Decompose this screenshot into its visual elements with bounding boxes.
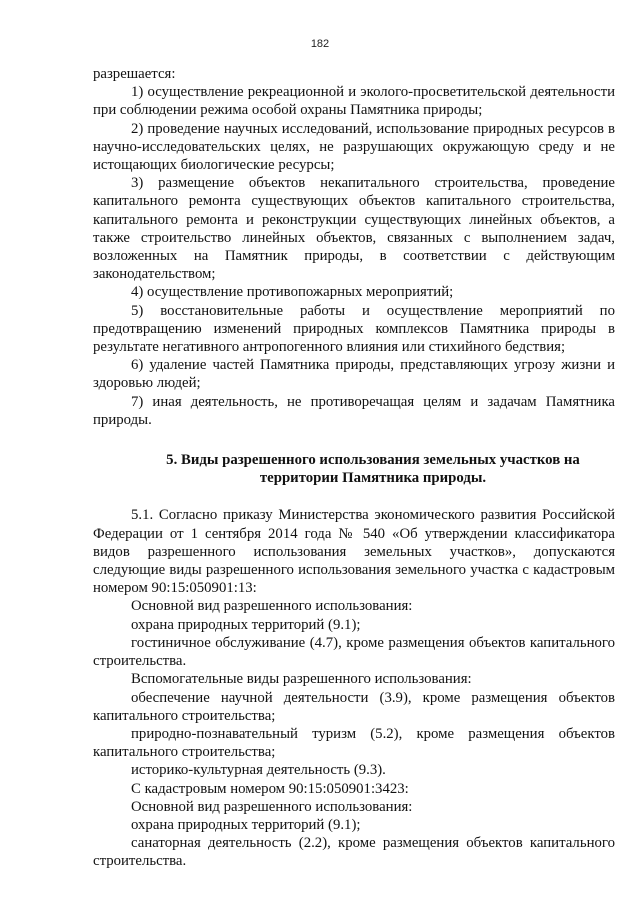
paragraph: гостиничное обслуживание (4.7), кроме размещения объектов капитального строительства. xyxy=(93,634,615,670)
list-item: 7) иная деятельность, не противоречащая целям и задачам Памятника природы. xyxy=(93,393,615,428)
paragraph: 5.1. Согласно приказу Министерства экономического развития Российской Федерации от 1 сентября 2014 года № 540 «Об утверждении классификатора видов разрешенного использования земельных участков», допускаются следующие виды разрешенного использования земельного участка с кадастровым номером 90:15:050901:13: xyxy=(93,507,615,597)
paragraph: С кадастровым номером 90:15:050901:3423: xyxy=(131,780,409,797)
paragraph: Вспомогательные виды разрешенного использования: xyxy=(131,671,472,688)
document-body xyxy=(93,65,615,871)
list-item: 6) удаление частей Памятника природы, представляющих угрозу жизни и здоровью людей; xyxy=(93,357,615,392)
paragraph: санаторная деятельность (2.2), кроме размещения объектов капитального строительства. xyxy=(93,835,615,870)
list-item: 5) восстановительные работы и осуществление мероприятий по предотвращению изменений природных комплексов Памятника природы в результате негативного антропогенного влияния или стихийного бедствия; xyxy=(93,302,615,356)
section-heading: 5. Виды разрешенного использования земельных участков на территории Памятника природы. xyxy=(166,452,580,487)
list-item: 3) размещение объектов некапитального строительства, проведение капитального ремонта существующих объектов капитального строительства, капитального ремонта и реконструкции существующих линейных объектов, а также строительство линейных объектов, связанных с выполнением задач, возложенных на Памятник природы, в соответствии с действующим законодательством; xyxy=(93,175,615,283)
paragraph: охрана природных территорий (9.1); xyxy=(131,616,361,633)
paragraph: охрана природных территорий (9.1); xyxy=(131,816,361,833)
list-item: 4) осуществление противопожарных мероприятий; xyxy=(131,284,454,301)
paragraph: обеспечение научной деятельности (3.9), кроме размещения объектов капитального строительства; xyxy=(93,689,615,724)
page-number: 182 xyxy=(310,38,330,50)
paragraph: историко-культурная деятельность (9.3). xyxy=(131,762,386,779)
paragraph: разрешается: xyxy=(93,66,176,82)
paragraph: Основной вид разрешенного использования: xyxy=(131,798,413,815)
list-item: 2) проведение научных исследований, использование природных ресурсов в научно-исследовательских целях, не разрушающих окружающую среду и не истощающих биологические ресурсы; xyxy=(93,120,615,174)
paragraph: природно-познавательный туризм (5.2), кроме размещения объектов капитального строительства; xyxy=(93,725,615,761)
paragraph: Основной вид разрешенного использования: xyxy=(131,598,413,615)
list-item: 1) осуществление рекреационной и эколого-просветительской деятельности при соблюдении режима особой охраны Памятника природы; xyxy=(93,84,615,119)
